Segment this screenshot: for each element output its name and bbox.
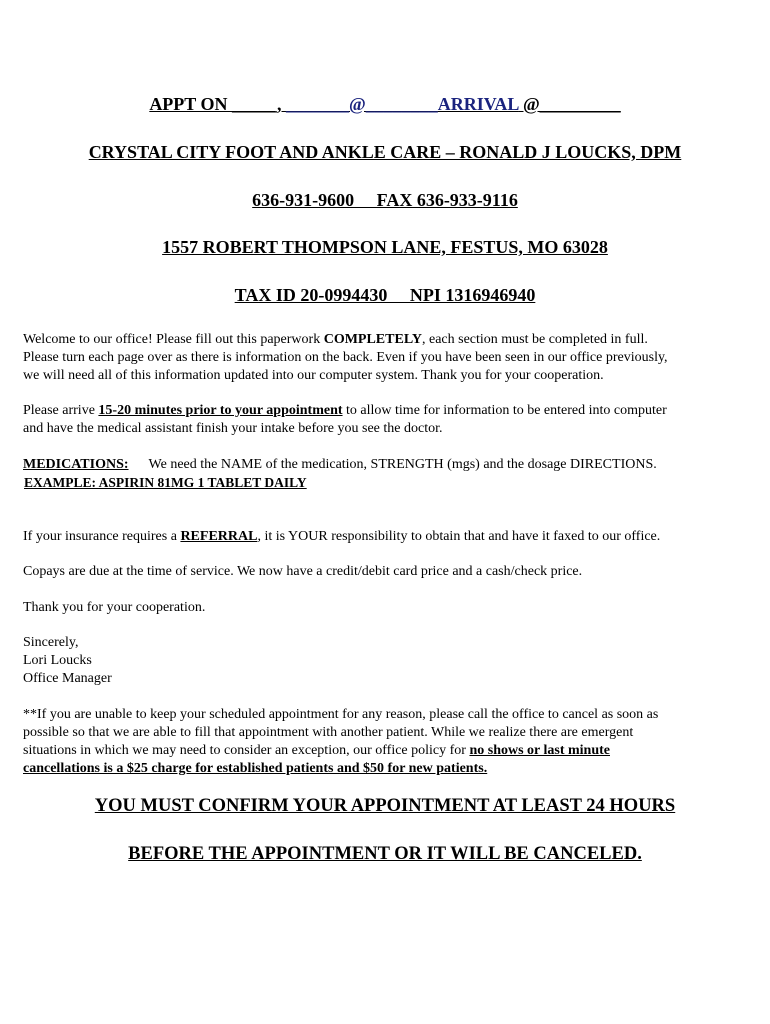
referral-text-end: , it is YOUR responsibility to obtain that and have it faxed to our office.: [257, 529, 661, 544]
arrive-time-emphasis: 15-20 minutes prior to your appointment: [98, 403, 343, 418]
welcome-line-3: we will need all of this information updated into our computer system. Thank you for your cooperation.: [23, 368, 604, 383]
arrive-text: Please arrive: [23, 403, 99, 418]
welcome-text: Welcome to our office! Please fill out this paperwork: [23, 332, 324, 347]
practice-address: 1557 ROBERT THOMPSON LANE, FESTUS, MO 63028: [162, 237, 608, 257]
confirm-warning-line-1: YOU MUST CONFIRM YOUR APPOINTMENT AT LEAST 24 HOURS: [94, 796, 676, 816]
thanks-paragraph: Thank you for your cooperation.: [23, 600, 206, 615]
signoff-block: [23, 634, 748, 688]
appt-time-blanks: _______@________: [285, 94, 438, 114]
phone-fax: 636-931-9600 FAX 636-933-9116: [252, 190, 518, 210]
signoff-name: Lori Loucks: [23, 653, 92, 668]
referral-emphasis: REFERRAL: [180, 529, 258, 544]
signoff-title: Office Manager: [23, 671, 112, 686]
referral-text: If your insurance requires a: [23, 529, 181, 544]
cancel-line-1: **If you are unable to keep your scheduled appointment for any reason, please call the office to cancel as soon as: [23, 707, 659, 722]
medications-section: [23, 456, 748, 492]
appt-prefix: APPT ON _____,: [149, 94, 286, 114]
copays-paragraph: Copays are due at the time of service. We now have a credit/debit card price and a cash/check price.: [23, 564, 583, 579]
no-show-emphasis: no shows or last minute: [469, 743, 610, 758]
arrive-line-2: and have the medical assistant finish your intake before you see the doctor.: [23, 421, 443, 436]
appointment-line: [0, 94, 770, 115]
tax-npi: TAX ID 20-0994430 NPI 1316946940: [234, 285, 536, 305]
cancel-line-3: situations in which we may need to consider an exception, our office policy for: [23, 743, 470, 758]
medications-label: MEDICATIONS:: [23, 457, 129, 472]
confirm-warning-line-2: BEFORE THE APPOINTMENT OR IT WILL BE CANCELED.: [128, 844, 642, 864]
signoff-sincerely: Sincerely,: [23, 635, 79, 650]
arrive-paragraph: [23, 402, 748, 438]
welcome-line-2: Please turn each page over as there is information on the back. Even if you have been seen in our office previously,: [23, 350, 668, 365]
completely-emphasis: COMPLETELY: [323, 332, 422, 347]
cancellation-fee-emphasis: cancellations is a $25 charge for established patients and $50 for new patients.: [23, 761, 488, 776]
cancel-line-2: possible so that we are able to fill that appointment with another patient. While we realize there are emergent: [23, 725, 634, 740]
arrival-label: ARRIVAL: [437, 94, 519, 114]
medications-text: We need the NAME of the medication, STRENGTH (mgs) and the dosage DIRECTIONS.: [148, 457, 657, 472]
welcome-paragraph: [23, 331, 748, 385]
practice-name: CRYSTAL CITY FOOT AND ANKLE CARE – RONALD J LOUCKS, DPM: [88, 142, 682, 162]
medications-example: EXAMPLE: ASPIRIN 81MG 1 TABLET DAILY: [24, 475, 307, 490]
welcome-text-end: , each section must be completed in full.: [421, 332, 648, 347]
referral-paragraph: [23, 528, 748, 546]
arrive-text-end: to allow time for information to be entered into computer: [342, 403, 667, 418]
cancellation-policy: [23, 706, 748, 778]
arrival-blank: @_________: [518, 94, 621, 114]
